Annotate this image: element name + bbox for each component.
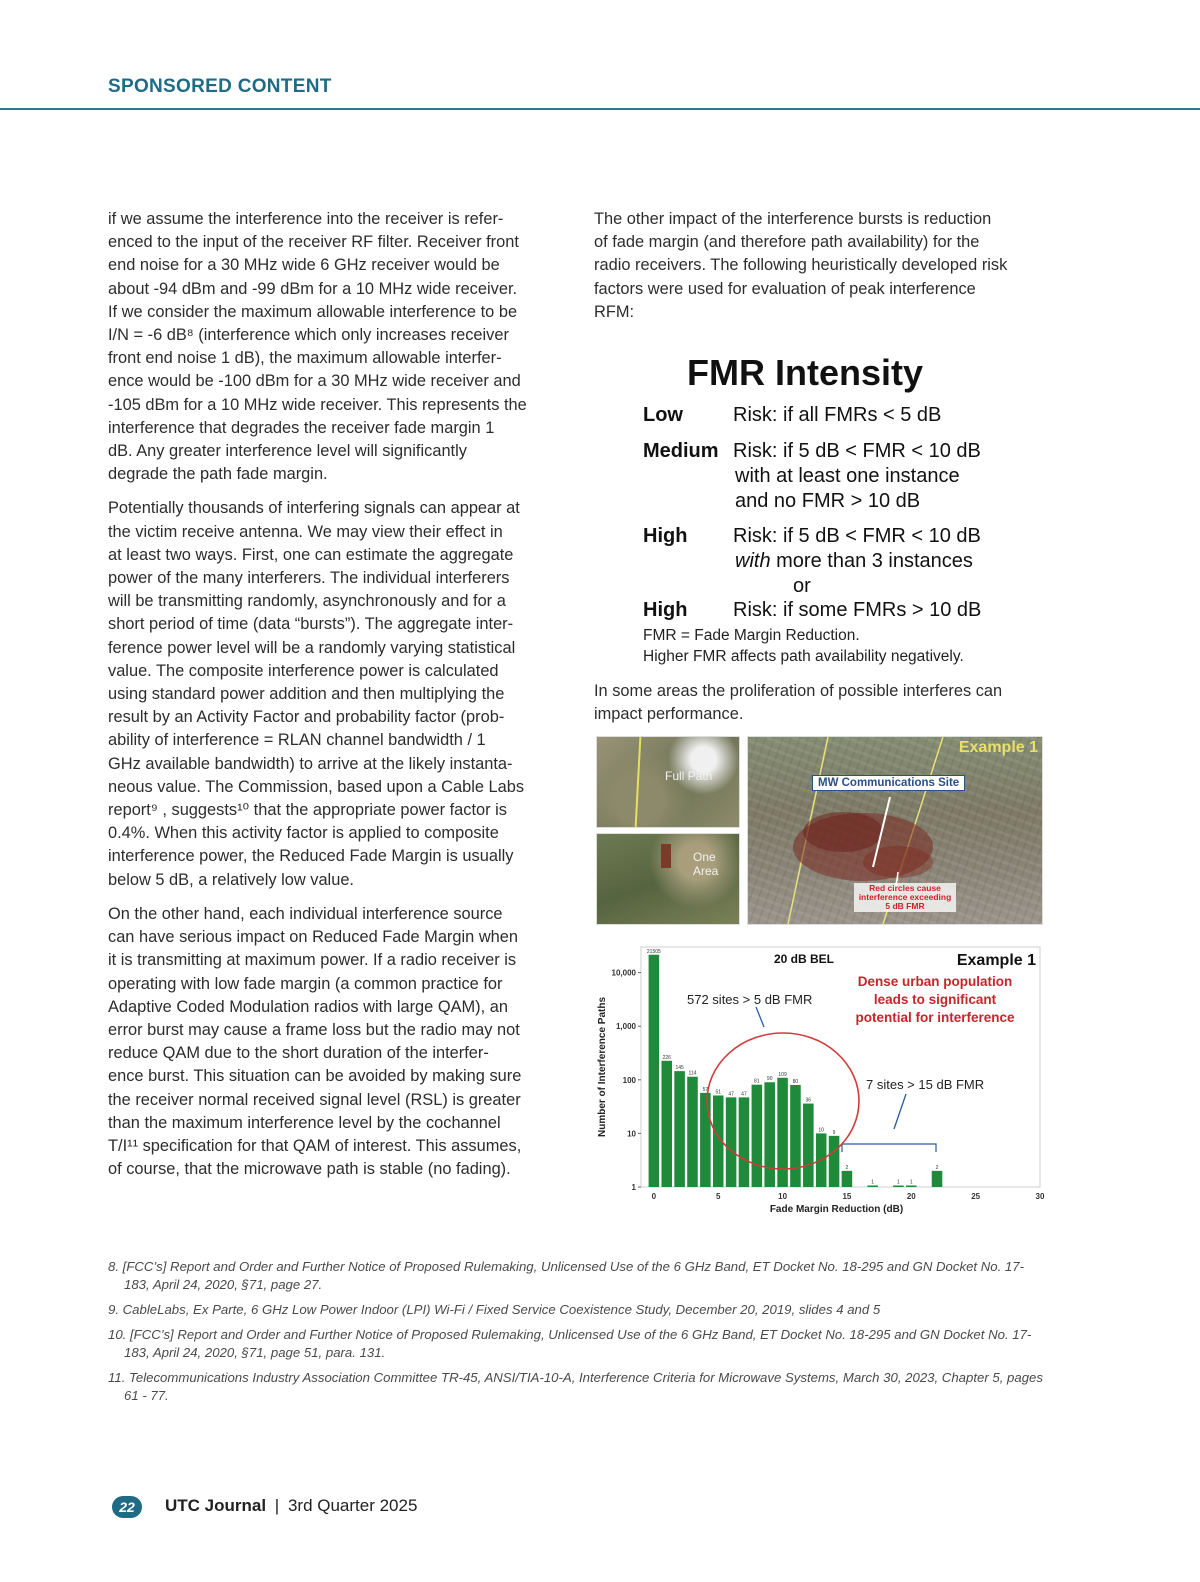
example-label: Example 1 xyxy=(958,739,1038,756)
paragraph: On the other hand, each individual interference source can have serious impact on Reduced Fade Margin when it is transmitting at maximum power. If a radio receiver is operating with low fade margin (a common practice for Adaptive Coded Modulation radios with large QAM), an error burst may cause a frame loss but the radio may not reduce QAM due to the short duration of the interfer- ence burst. This situation can be avoided by making sure the receiver normal received signal level (RSL) is greater than the maximum interference level by the cochannel T/I¹¹ specification for that QAM of interest. This assumes, of course, that the microwave path is stable (no fading). xyxy=(108,904,522,1179)
header-divider xyxy=(0,108,1200,110)
fmr-desc: Risk: if 5 dB < FMR < 10 dB xyxy=(733,440,981,462)
x-tick-label: 30 xyxy=(1035,1192,1045,1201)
chart-bar xyxy=(739,1097,750,1187)
page-number: 22 xyxy=(112,1496,142,1518)
chart-bar xyxy=(687,1077,698,1187)
y-axis-label: Number of Interference Paths xyxy=(597,996,608,1138)
bar-value-label: 2 xyxy=(935,1164,939,1171)
footnote: 11. Telecommunications Industry Association Committee TR-45, ANSI/TIA-10-A, Interference Criteria for Microwave Systems, March 30, 2023, Chapter 5, pages 61 - 77. xyxy=(108,1370,1043,1403)
paragraph: Potentially thousands of interfering signals can appear at the victim receive antenna. We may view their effect in at least two ways. First, one can estimate the aggregate power of the many interferers. The individual interferers will be transmitting randomly, asynchronously and for a short period of time (data “bursts”). The aggregate inter- ference power level will be a randomly varying statistical value. The composite interference power is calculated using standard power addition and then multiplying the result by an Activity Factor and probability factor (prob- ability of interference = RLAN channel bandwidth / 1 GHz available bandwidth) to arrive at the likely instanta- neous value. The Commission, based upon a Cable Labs report⁹ , suggests¹⁰ that the appropriate power factor is 0.4%. When this activity factor is applied to composite interference power, the Reduced Fade Margin is usually below 5 dB, a relatively low value. xyxy=(108,499,525,889)
fmr-level: Medium xyxy=(643,440,719,462)
fmr-title: FMR Intensity xyxy=(687,352,924,393)
fmr-desc: Risk: if some FMRs > 10 dB xyxy=(733,599,982,621)
full-path-label: Full Path xyxy=(665,769,713,783)
bar-value-label: 81 xyxy=(754,1078,760,1085)
bar-value-label: 47 xyxy=(741,1091,747,1098)
chart-bar xyxy=(906,1186,917,1188)
bar-value-label: 109 xyxy=(778,1071,787,1078)
bar-value-label: 9 xyxy=(832,1129,836,1136)
bar-value-label: 47 xyxy=(728,1091,734,1098)
x-tick-label: 0 xyxy=(651,1192,657,1201)
fmr-italic-word: with xyxy=(735,550,771,572)
bar-value-label: 2 xyxy=(845,1164,849,1171)
left-column xyxy=(108,208,561,1192)
footnote: 9. CableLabs, Ex Parte, 6 GHz Low Power Indoor (LPI) Wi-Fi / Fixed Service Coexistence Study, December 20, 2019, slides 4 and 5 xyxy=(108,1302,881,1317)
bar-value-label: 145 xyxy=(675,1065,684,1072)
chart-bar xyxy=(842,1171,853,1187)
x-tick-label: 25 xyxy=(971,1192,981,1201)
x-axis-label: Fade Margin Reduction (dB) xyxy=(769,1204,904,1215)
bar-value-label: 90 xyxy=(766,1076,773,1083)
chart-annotation: leads to significant xyxy=(873,992,997,1007)
fmr-note: Higher FMR affects path availability negatively. xyxy=(643,648,964,665)
chart-bar xyxy=(893,1186,904,1188)
chart-bar xyxy=(777,1078,788,1187)
chart-bar xyxy=(726,1097,737,1187)
aerial-map-urban xyxy=(747,736,1043,925)
bar-value-label: 36 xyxy=(805,1097,812,1104)
aerial-map-one-area xyxy=(596,833,740,925)
y-tick-label: 100 xyxy=(622,1075,636,1085)
issue-label: 3rd Quarter 2025 xyxy=(287,1496,418,1515)
fmr-desc: Risk: if 5 dB < FMR < 10 dB xyxy=(733,525,981,547)
footnotes xyxy=(108,1258,1048,1412)
chart-bar xyxy=(829,1136,840,1187)
chart-example-label: Example 1 xyxy=(956,952,1036,969)
fmr-level: High xyxy=(643,525,688,547)
journal-name: UTC Journal xyxy=(165,1496,267,1515)
path-line xyxy=(635,737,642,827)
footnote: 8. [FCC’s] Report and Order and Further Notice of Proposed Rulemaking, Unlicensed Use of the 6 GHz Band, ET Docket No. 18-295 and GN Docket No. 17-183, April 24, 2020, §71, page 27. xyxy=(108,1259,1024,1292)
chart-svg xyxy=(594,943,1046,1218)
bar-value-label: 10 xyxy=(818,1127,824,1134)
fmr-desc: Risk: if all FMRs < 5 dB xyxy=(733,404,942,426)
y-tick-label: 1 xyxy=(631,1183,636,1192)
chart-bar xyxy=(867,1186,878,1188)
chart-title: 20 dB BEL xyxy=(773,952,835,966)
bar-value-label: 80 xyxy=(792,1078,799,1085)
interference-cluster xyxy=(803,812,883,852)
chart-bar xyxy=(649,955,660,1187)
fmr-note: FMR = Fade Margin Reduction. xyxy=(643,627,860,644)
paragraph: The other impact of the interference bursts is reduction of fade margin (and therefore path availability) for the radio receivers. The following heuristically developed risk factors were used for evaluation of peak interference RFM: xyxy=(594,210,1008,321)
bar-value-label: 114 xyxy=(688,1070,697,1077)
bar-value-label: 1 xyxy=(897,1179,900,1186)
paragraph: if we assume the interference into the receiver is refer- enced to the input of the receiver RF filter. Receiver front end noise for a 30 MHz wide 6 GHz receiver would be about -94 dBm and -99 dBm for a 10 MHz wide receiver. If we consider the maximum allowable interference to be I/N = -6 dB⁸ (interference which only increases receiver front end noise 1 dB), the maximum allowable interfer- ence would be -100 dBm for a 30 MHz wide receiver and -105 dBm for a 10 MHz wide receiver. This represents the interference that degrades the receiver fade margin 1 dB. Any greater interference level will significantly degrade the path fade margin. xyxy=(108,210,527,484)
site-label: MW Communications Site xyxy=(812,775,965,791)
chart-bar xyxy=(700,1093,711,1187)
fmr-desc-text: more than 3 instances xyxy=(776,550,973,572)
footer xyxy=(165,1496,417,1516)
bar-value-label: 226 xyxy=(662,1054,671,1061)
x-tick-label: 10 xyxy=(778,1192,788,1201)
x-tick-label: 15 xyxy=(842,1192,852,1201)
footnote: 10. [FCC’s] Report and Order and Further Notice of Proposed Rulemaking, Unlicensed Use of the 6 GHz Band, ET Docket No. 18-295 and GN Docket No. 17-183, April 24, 2020, §71, page 51, para. 131. xyxy=(108,1327,1032,1360)
bar-value-label: 51 xyxy=(715,1089,722,1096)
fmr-level: Low xyxy=(643,404,683,426)
chart-annotation: potential for interference xyxy=(855,1010,1015,1025)
x-tick-label: 5 xyxy=(715,1192,721,1201)
fmr-desc: with at least one instance xyxy=(735,465,960,487)
area-marker xyxy=(661,844,671,868)
chart-bar xyxy=(790,1085,801,1187)
chart-bar xyxy=(661,1061,672,1187)
one-area-label: One Area xyxy=(693,850,719,878)
y-tick-label: 10 xyxy=(627,1129,636,1139)
chart-annotation: Dense urban population xyxy=(857,974,1013,989)
y-tick-label: 10,000 xyxy=(611,968,636,978)
chart-bar xyxy=(674,1071,685,1187)
callout-left: 572 sites > 5 dB FMR xyxy=(687,992,813,1007)
fmr-desc: and no FMR > 10 dB xyxy=(735,490,921,512)
fmr-desc xyxy=(735,549,1045,574)
chart-bar xyxy=(932,1171,943,1187)
fmr-level: High xyxy=(643,599,688,621)
bar-value-label: 1 xyxy=(909,1179,913,1186)
bar-value-label: 57 xyxy=(702,1086,709,1093)
chart-bar xyxy=(764,1082,775,1187)
fmr-histogram xyxy=(594,943,1046,1218)
x-tick-label: 20 xyxy=(906,1192,916,1201)
chart-bar xyxy=(752,1085,763,1187)
fmr-desc: or xyxy=(793,575,811,597)
right-column-intro2: In some areas the proliferation of possible interferes can impact performance. xyxy=(594,682,1003,724)
section-label: SPONSORED CONTENT xyxy=(108,76,332,97)
red-circle-note: Red circles cause interference exceeding 5 dB FMR xyxy=(854,883,956,912)
y-tick-label: 1,000 xyxy=(615,1022,636,1032)
fmr-intensity-table xyxy=(640,350,1040,672)
callout-right: 7 sites > 15 dB FMR xyxy=(866,1077,985,1092)
footer-separator: | xyxy=(274,1496,280,1515)
chart-bar xyxy=(803,1104,814,1187)
bar-value-label: 1 xyxy=(871,1179,875,1186)
aerial-map-full-path xyxy=(596,736,740,828)
right-column-intro xyxy=(594,208,1046,335)
bar-value-label: 21505 xyxy=(646,948,661,955)
